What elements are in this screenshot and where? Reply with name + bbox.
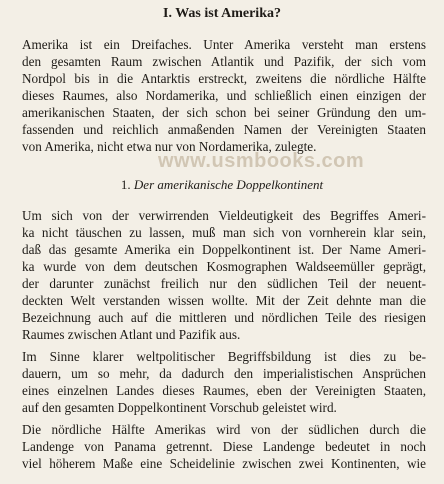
- chapter-heading: I. Was ist Amerika?: [163, 6, 281, 21]
- paragraph-3-line: eines einzelnen Landes dieses Raumes, eben der Vereinigten Staaten,: [22, 383, 426, 398]
- paragraph-1-line: Amerika ist ein Dreifaches. Unter Amerika versteht man erstens: [22, 37, 426, 52]
- watermark: www.usmbooks.com: [158, 150, 365, 172]
- paragraph-2-line: Um sich von der verwirrenden Vieldeutigkeit des Begriffes Ameri-: [22, 208, 426, 223]
- paragraph-4-line: Die nördliche Hälfte Amerikas wird von der südlichen durch die: [22, 422, 426, 437]
- section-subtitle: [0, 176, 444, 193]
- section-number: 1.: [120, 177, 131, 192]
- paragraph-1-line: Nordpol bis in die Antarktis erstreckt, zweitens die nördliche Hälfte: [22, 71, 426, 86]
- paragraph-2-line: deckten Welt verstanden wissen wollte. Mit der Zeit dehnte man die: [22, 293, 426, 308]
- paragraph-1-line: amerikanischen Staaten, der sich schon bei seiner Gründung den um-: [22, 105, 426, 120]
- paragraph-3-line: auf den gesamten Doppelkontinent Vorschub geleistet wird.: [22, 400, 337, 415]
- paragraph-2-line: ka nicht täuschen zu lassen, muß man sich von vornherein klar sein,: [22, 225, 426, 240]
- paragraph-3-line: Im Sinne klarer weltpolitischer Begriffsbildung ist dies zu be-: [22, 349, 426, 364]
- paragraph-2-line: der darunter zunächst freilich nur den südlichen Teil der neuent-: [22, 276, 426, 291]
- paragraph-3-line: dauern, um so mehr, da dadurch den imperialistischen Ansprüchen: [22, 366, 426, 381]
- paragraph-2-line: Bezeichnung auch auf die mittleren und nördlichen Teile des riesigen: [22, 310, 426, 325]
- section-title: Der amerikanische Doppelkontinent: [133, 177, 324, 192]
- paragraph-1-line: von Amerika, nicht etwa nur von Nordamerika, zulegte.: [22, 139, 317, 154]
- paragraph-2-line: Raumes zwischen Atlant und Pazifik aus.: [22, 327, 241, 342]
- paragraph-2-line: ka wurde von dem deutschen Kosmographen Waldseemüller geprägt,: [22, 259, 426, 274]
- paragraph-4-line: viel höherem Maße eine Scheidelinie zwischen zwei Kontinenten, wie: [22, 456, 426, 471]
- paragraph-1-line: fassenden und reichlich anmaßenden Namen der Vereinigten Staaten: [22, 122, 426, 137]
- paragraph-4-line: Landenge von Panama getrennt. Diese Landenge bedeutet in noch: [22, 439, 426, 454]
- paragraph-1-line: den gesamten Raum zwischen Atlantik und Pazifik, der sich vom: [22, 54, 426, 69]
- paragraph-2-line: daß das gesamte Amerika ein Doppelkontinent ist. Der Name Ameri-: [22, 242, 426, 257]
- paragraph-1-line: dieses Raumes, also Nordamerika, und schließlich einen einzigen der: [22, 88, 426, 103]
